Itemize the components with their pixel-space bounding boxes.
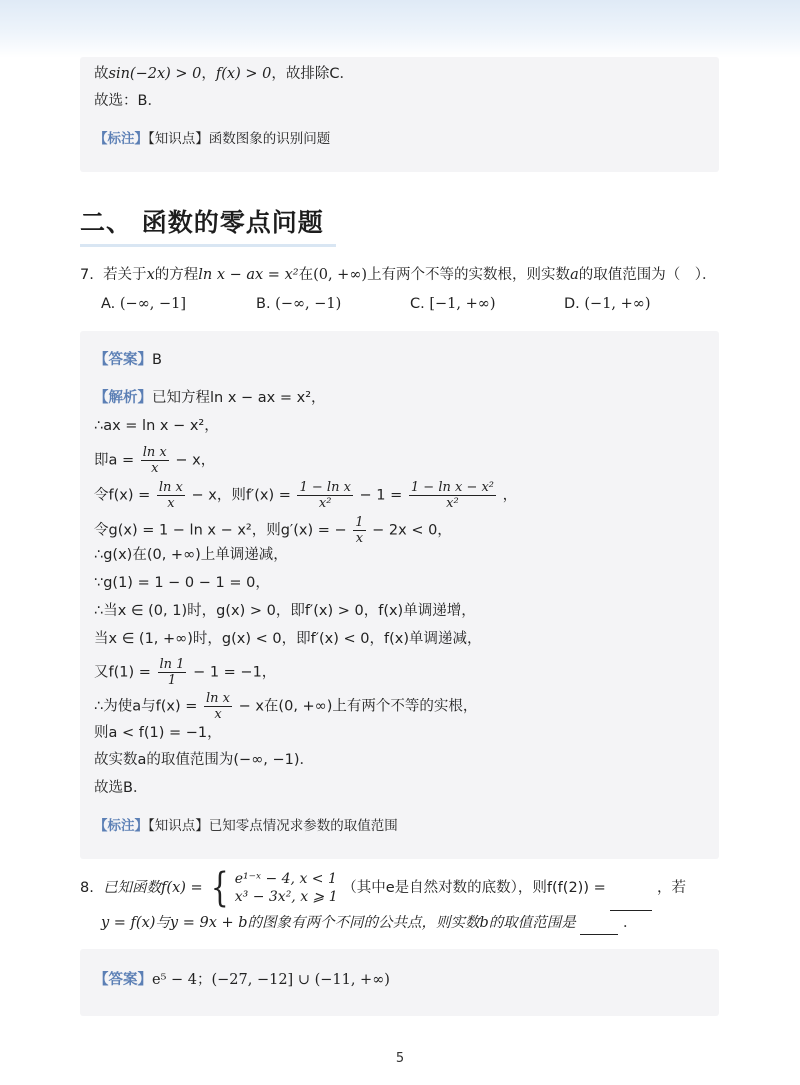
answer-blank-1[interactable]: [610, 866, 652, 911]
analysis-line-10: 又f(1) = $\frac{\ln 1}{1}$ − 1 = −1，: [94, 657, 277, 688]
answer-tag: 【答案】: [94, 972, 152, 988]
knowledge-note: 【标注】【知识点】函数图象的识别问题: [94, 131, 331, 147]
answer-tag: 【答案】: [94, 352, 152, 368]
analysis-line-7: ∵g(1) = 1 − 0 − 1 = 0，: [94, 575, 270, 591]
analysis-line-4: 令f(x) = $\frac{\text{ln x}}{x}$ − x，则f′(x) = $\frac{\text{1 − ln x}}{\text{x²}}$ − 1 = $\frac{\text{1 − ln x − x²}}{\text{x²}}$ ，: [94, 480, 518, 511]
fraction: $\frac{\text{ln x}}{x}$: [142, 445, 167, 476]
page-number: 5: [395, 1051, 405, 1066]
knowledge-note: 【标注】【知识点】已知零点情况求参数的取值范围: [94, 818, 398, 834]
question-7-stem: 7. 若关于x的方程ln x − ax = x²在(0, +∞)上有两个不等的实数根，则实数a的取值范围为（ ）．: [80, 267, 717, 283]
answer-blank-2[interactable]: [580, 912, 618, 935]
question-8-stem: 8. 已知函数f(x) = { e¹⁻ˣ − 4, x < 1 x³ − 3x², x ⩾ 1 （其中e是自然对数的底数），则f(f(2)) = ，若: [80, 865, 686, 911]
analysis-line-11: ∴为使a与f(x) = $\frac{\text{ln x}}{x}$ − x在(0, +∞)上有两个不等的实根，: [94, 691, 478, 722]
analysis-line-5: 令g(x) = 1 − ln x − x²，则g′(x) = − $\frac{1}{x}$ − 2x < 0，: [94, 515, 452, 546]
option-a[interactable]: A. (−∞, −1]: [101, 296, 187, 312]
section-title: 二、 函数的零点问题: [80, 208, 324, 237]
piecewise-cases: e¹⁻ˣ − 4, x < 1 x³ − 3x², x ⩾ 1: [234, 871, 338, 905]
analysis-line-12: 则a < f(1) = −1，: [94, 725, 222, 741]
fraction: $\frac{1}{x}$: [355, 515, 364, 546]
analysis-line-3: 即a = $\frac{\text{ln x}}{x}$ − x，: [94, 445, 216, 476]
section-underline: [80, 244, 336, 247]
question-8-solution-box: [80, 949, 719, 1016]
analysis-line-2: ∴ax = ln x − x²，: [94, 418, 219, 434]
fraction: $\frac{\text{ln x}}{x}$: [158, 480, 183, 511]
analysis-line-1: 【解析】已知方程ln x − ax = x²，: [94, 390, 326, 406]
option-d[interactable]: D. (−1, +∞): [564, 296, 651, 312]
option-b[interactable]: B. (−∞, −1): [256, 296, 342, 312]
fraction: $\frac{\ln 1}{1}$: [159, 657, 185, 688]
fraction: $\frac{\text{1 − ln x − x²}}{\text{x²}}$: [410, 480, 495, 511]
previous-solution-box: [80, 57, 719, 172]
analysis-line-6: ∴g(x)在(0, +∞)上单调递减，: [94, 547, 288, 563]
question-8-line-2: y = f(x)与y = 9x + b的图象有两个不同的公共点，则实数b的取值范围是 ．: [101, 912, 638, 935]
fraction: $\frac{\text{ln x}}{x}$: [205, 691, 230, 722]
analysis-line-9: 当x ∈ (1, +∞)时，g(x) < 0，即f′(x) < 0，f(x)单调递减，: [94, 631, 482, 647]
exclusion-line: 故sin(−2x) > 0，f(x) > 0，故排除C．: [94, 66, 354, 82]
note-tag: 【标注】: [94, 131, 148, 147]
analysis-tag: 【解析】: [94, 390, 152, 406]
page-header-band: [0, 0, 800, 58]
analysis-line-14: 故选B．: [94, 780, 148, 796]
brace: {: [211, 865, 229, 911]
answer-line: 【答案】B: [94, 352, 162, 368]
fraction: $\frac{\text{1 − ln x}}{\text{x²}}$: [299, 480, 351, 511]
option-c[interactable]: C. [−1, +∞): [410, 296, 496, 312]
question-7-solution-box: [80, 331, 719, 859]
analysis-line-8: ∴当x ∈ (0, 1)时，g(x) > 0，即f′(x) > 0，f(x)单调递增，: [94, 603, 476, 619]
choice-line: 故选：B．: [94, 93, 162, 109]
answer-line: 【答案】e⁵ − 4；(−27, −12] ∪ (−11, +∞): [94, 972, 390, 988]
analysis-line-13: 故实数a的取值范围为(−∞, −1)．: [94, 752, 315, 768]
note-tag: 【标注】: [94, 818, 148, 834]
